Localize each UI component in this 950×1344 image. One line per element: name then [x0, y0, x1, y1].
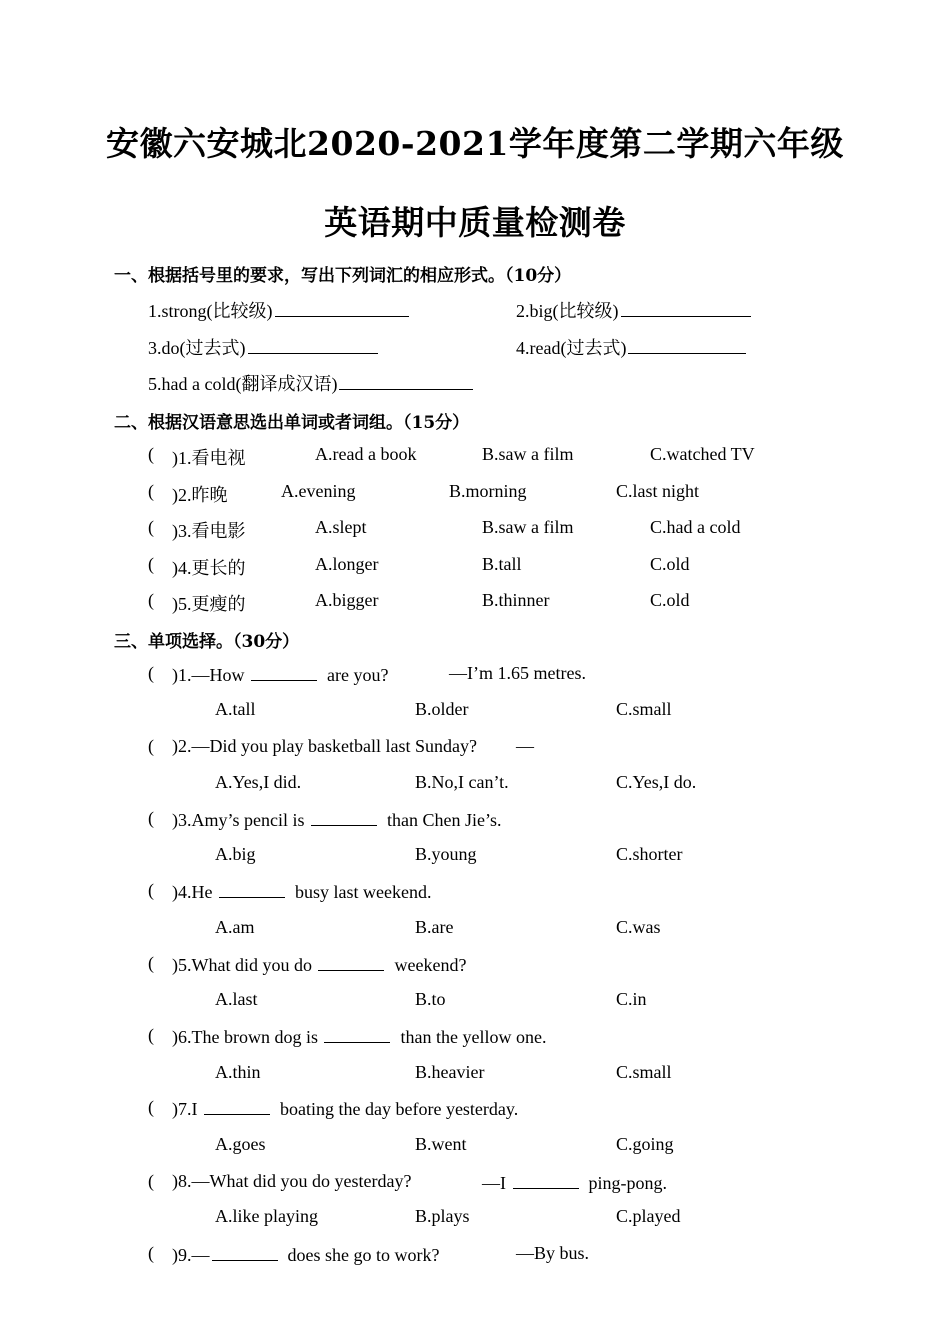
option-a: A.read a book [315, 444, 417, 464]
s1-item-1 [148, 297, 409, 323]
answer-paren[interactable]: ( [148, 1171, 154, 1191]
answer-paren[interactable]: ( [148, 590, 154, 610]
s1-item-3 [148, 334, 378, 360]
answer-paren[interactable]: ( [148, 1025, 154, 1045]
option-a: A.evening [281, 481, 356, 501]
option-c: C.old [650, 554, 690, 574]
option-c: C.small [616, 1062, 672, 1082]
answer-blank[interactable] [212, 1243, 278, 1261]
question-stem [172, 808, 502, 831]
section2-heading: 二、根据汉语意思选出单词或者词组。（15分） [114, 413, 470, 433]
answer-paren[interactable]: ( [148, 444, 154, 464]
stem-pre: )4.He [172, 882, 213, 902]
option-b: B.thinner [482, 590, 550, 610]
question-stem: )2.—Did you play basketball last Sunday? [172, 736, 477, 756]
stem-post: than Chen Jie’s. [387, 810, 502, 830]
stem-post: boating the day before yesterday. [280, 1099, 519, 1119]
question-text: )1.看电视 [172, 448, 246, 468]
s1-item-1-text: 1.strong(比较级) [148, 301, 273, 321]
answer-paren[interactable]: ( [148, 481, 154, 501]
page-title: 安徽六安城北2020-2021学年度第二学期六年级 [106, 124, 844, 163]
s1-item-3-text: 3.do(过去式) [148, 338, 246, 358]
option-c: C.last night [616, 481, 700, 501]
option-b: B.morning [449, 481, 527, 501]
option-c: C.had a cold [650, 517, 741, 537]
option-a: A.like playing [215, 1206, 318, 1226]
option-c: C.small [616, 699, 672, 719]
dialog-reply [482, 1171, 667, 1194]
stem-pre: )3.Amy’s pencil is [172, 810, 305, 830]
option-c: C.was [616, 917, 661, 937]
option-b: B.No,I can’t. [415, 772, 509, 792]
page-subtitle: 英语期中质量检测卷 [324, 203, 626, 242]
answer-blank[interactable] [219, 880, 285, 898]
answer-blank[interactable] [513, 1171, 579, 1189]
dialog-reply: —I’m 1.65 metres. [449, 663, 586, 683]
answer-paren[interactable]: ( [148, 880, 154, 900]
answer-blank[interactable] [248, 336, 378, 354]
option-a: A.goes [215, 1134, 266, 1154]
stem-post: does she go to work? [287, 1245, 440, 1265]
option-c: C.played [616, 1206, 681, 1226]
option-b: B.saw a film [482, 517, 574, 537]
question-text: )3.看电影 [172, 521, 246, 541]
option-b: B.went [415, 1134, 467, 1154]
answer-paren[interactable]: ( [148, 663, 154, 683]
section1-heading: 一、根据括号里的要求，写出下列词汇的相应形式。（10分） [114, 266, 572, 286]
option-b: B.are [415, 917, 454, 937]
reply-pre: —I [482, 1173, 506, 1193]
answer-blank[interactable] [621, 299, 751, 317]
question-stem [172, 953, 466, 976]
stem-pre: )6.The brown dog is [172, 1027, 318, 1047]
s1-item-2-text: 2.big(比较级) [516, 301, 619, 321]
option-b: B.older [415, 699, 469, 719]
option-a: A.big [215, 844, 256, 864]
question-text: )5.更瘦的 [172, 594, 246, 614]
option-c: C.old [650, 590, 690, 610]
option-c: C.in [616, 989, 647, 1009]
answer-paren[interactable]: ( [148, 1097, 154, 1117]
option-c: C.Yes,I do. [616, 772, 697, 792]
answer-paren[interactable]: ( [148, 953, 154, 973]
answer-blank[interactable] [311, 808, 377, 826]
s1-item-4 [516, 334, 746, 360]
question-text: )4.更长的 [172, 558, 246, 578]
option-b: B.heavier [415, 1062, 485, 1082]
option-a: A.bigger [315, 590, 379, 610]
answer-paren[interactable]: ( [148, 554, 154, 574]
dialog-reply: — [516, 736, 534, 756]
option-b: B.tall [482, 554, 522, 574]
stem-pre: )1.—How [172, 665, 245, 685]
stem-pre: )7.I [172, 1099, 198, 1119]
stem-pre: )5.What did you do [172, 955, 312, 975]
s1-item-2 [516, 297, 751, 323]
option-b: B.saw a film [482, 444, 574, 464]
option-b: B.young [415, 844, 477, 864]
option-b: B.to [415, 989, 446, 1009]
stem-post: busy last weekend. [294, 882, 432, 902]
answer-blank[interactable] [628, 336, 746, 354]
stem-post: weekend? [394, 955, 467, 975]
question-stem [172, 663, 388, 686]
option-a: A.am [215, 917, 255, 937]
option-c: C.shorter [616, 844, 683, 864]
stem-post: than the yellow one. [400, 1027, 547, 1047]
dialog-reply: —By bus. [516, 1243, 590, 1263]
answer-paren[interactable]: ( [148, 736, 154, 756]
reply-post: ping-pong. [588, 1173, 667, 1193]
stem-post: are you? [327, 665, 389, 685]
question-stem: )8.—What did you do yesterday? [172, 1171, 412, 1191]
answer-paren[interactable]: ( [148, 517, 154, 537]
question-stem [172, 1025, 546, 1048]
answer-blank[interactable] [339, 372, 473, 390]
section3-heading: 三、单项选择。（30分） [114, 632, 300, 652]
option-a: A.tall [215, 699, 256, 719]
option-a: A.slept [315, 517, 367, 537]
answer-paren[interactable]: ( [148, 808, 154, 828]
option-a: A.last [215, 989, 258, 1009]
stem-pre: )9.— [172, 1245, 210, 1265]
answer-blank[interactable] [251, 663, 317, 681]
question-stem [172, 880, 431, 903]
answer-paren[interactable]: ( [148, 1243, 154, 1263]
s1-item-5-text: 5.had a cold(翻译成汉语) [148, 374, 338, 394]
question-stem [172, 1243, 439, 1266]
option-b: B.plays [415, 1206, 470, 1226]
option-a: A.thin [215, 1062, 261, 1082]
option-a: A.Yes,I did. [215, 772, 302, 792]
question-text: )2.昨晚 [172, 485, 228, 505]
option-c: C.going [616, 1134, 674, 1154]
answer-blank[interactable] [275, 299, 409, 317]
answer-blank[interactable] [324, 1025, 390, 1043]
option-c: C.watched TV [650, 444, 755, 464]
question-stem [172, 1097, 518, 1120]
option-a: A.longer [315, 554, 379, 574]
s1-item-5 [148, 370, 473, 396]
answer-blank[interactable] [318, 953, 384, 971]
s1-item-4-text: 4.read(过去式) [516, 338, 627, 358]
answer-blank[interactable] [204, 1097, 270, 1115]
